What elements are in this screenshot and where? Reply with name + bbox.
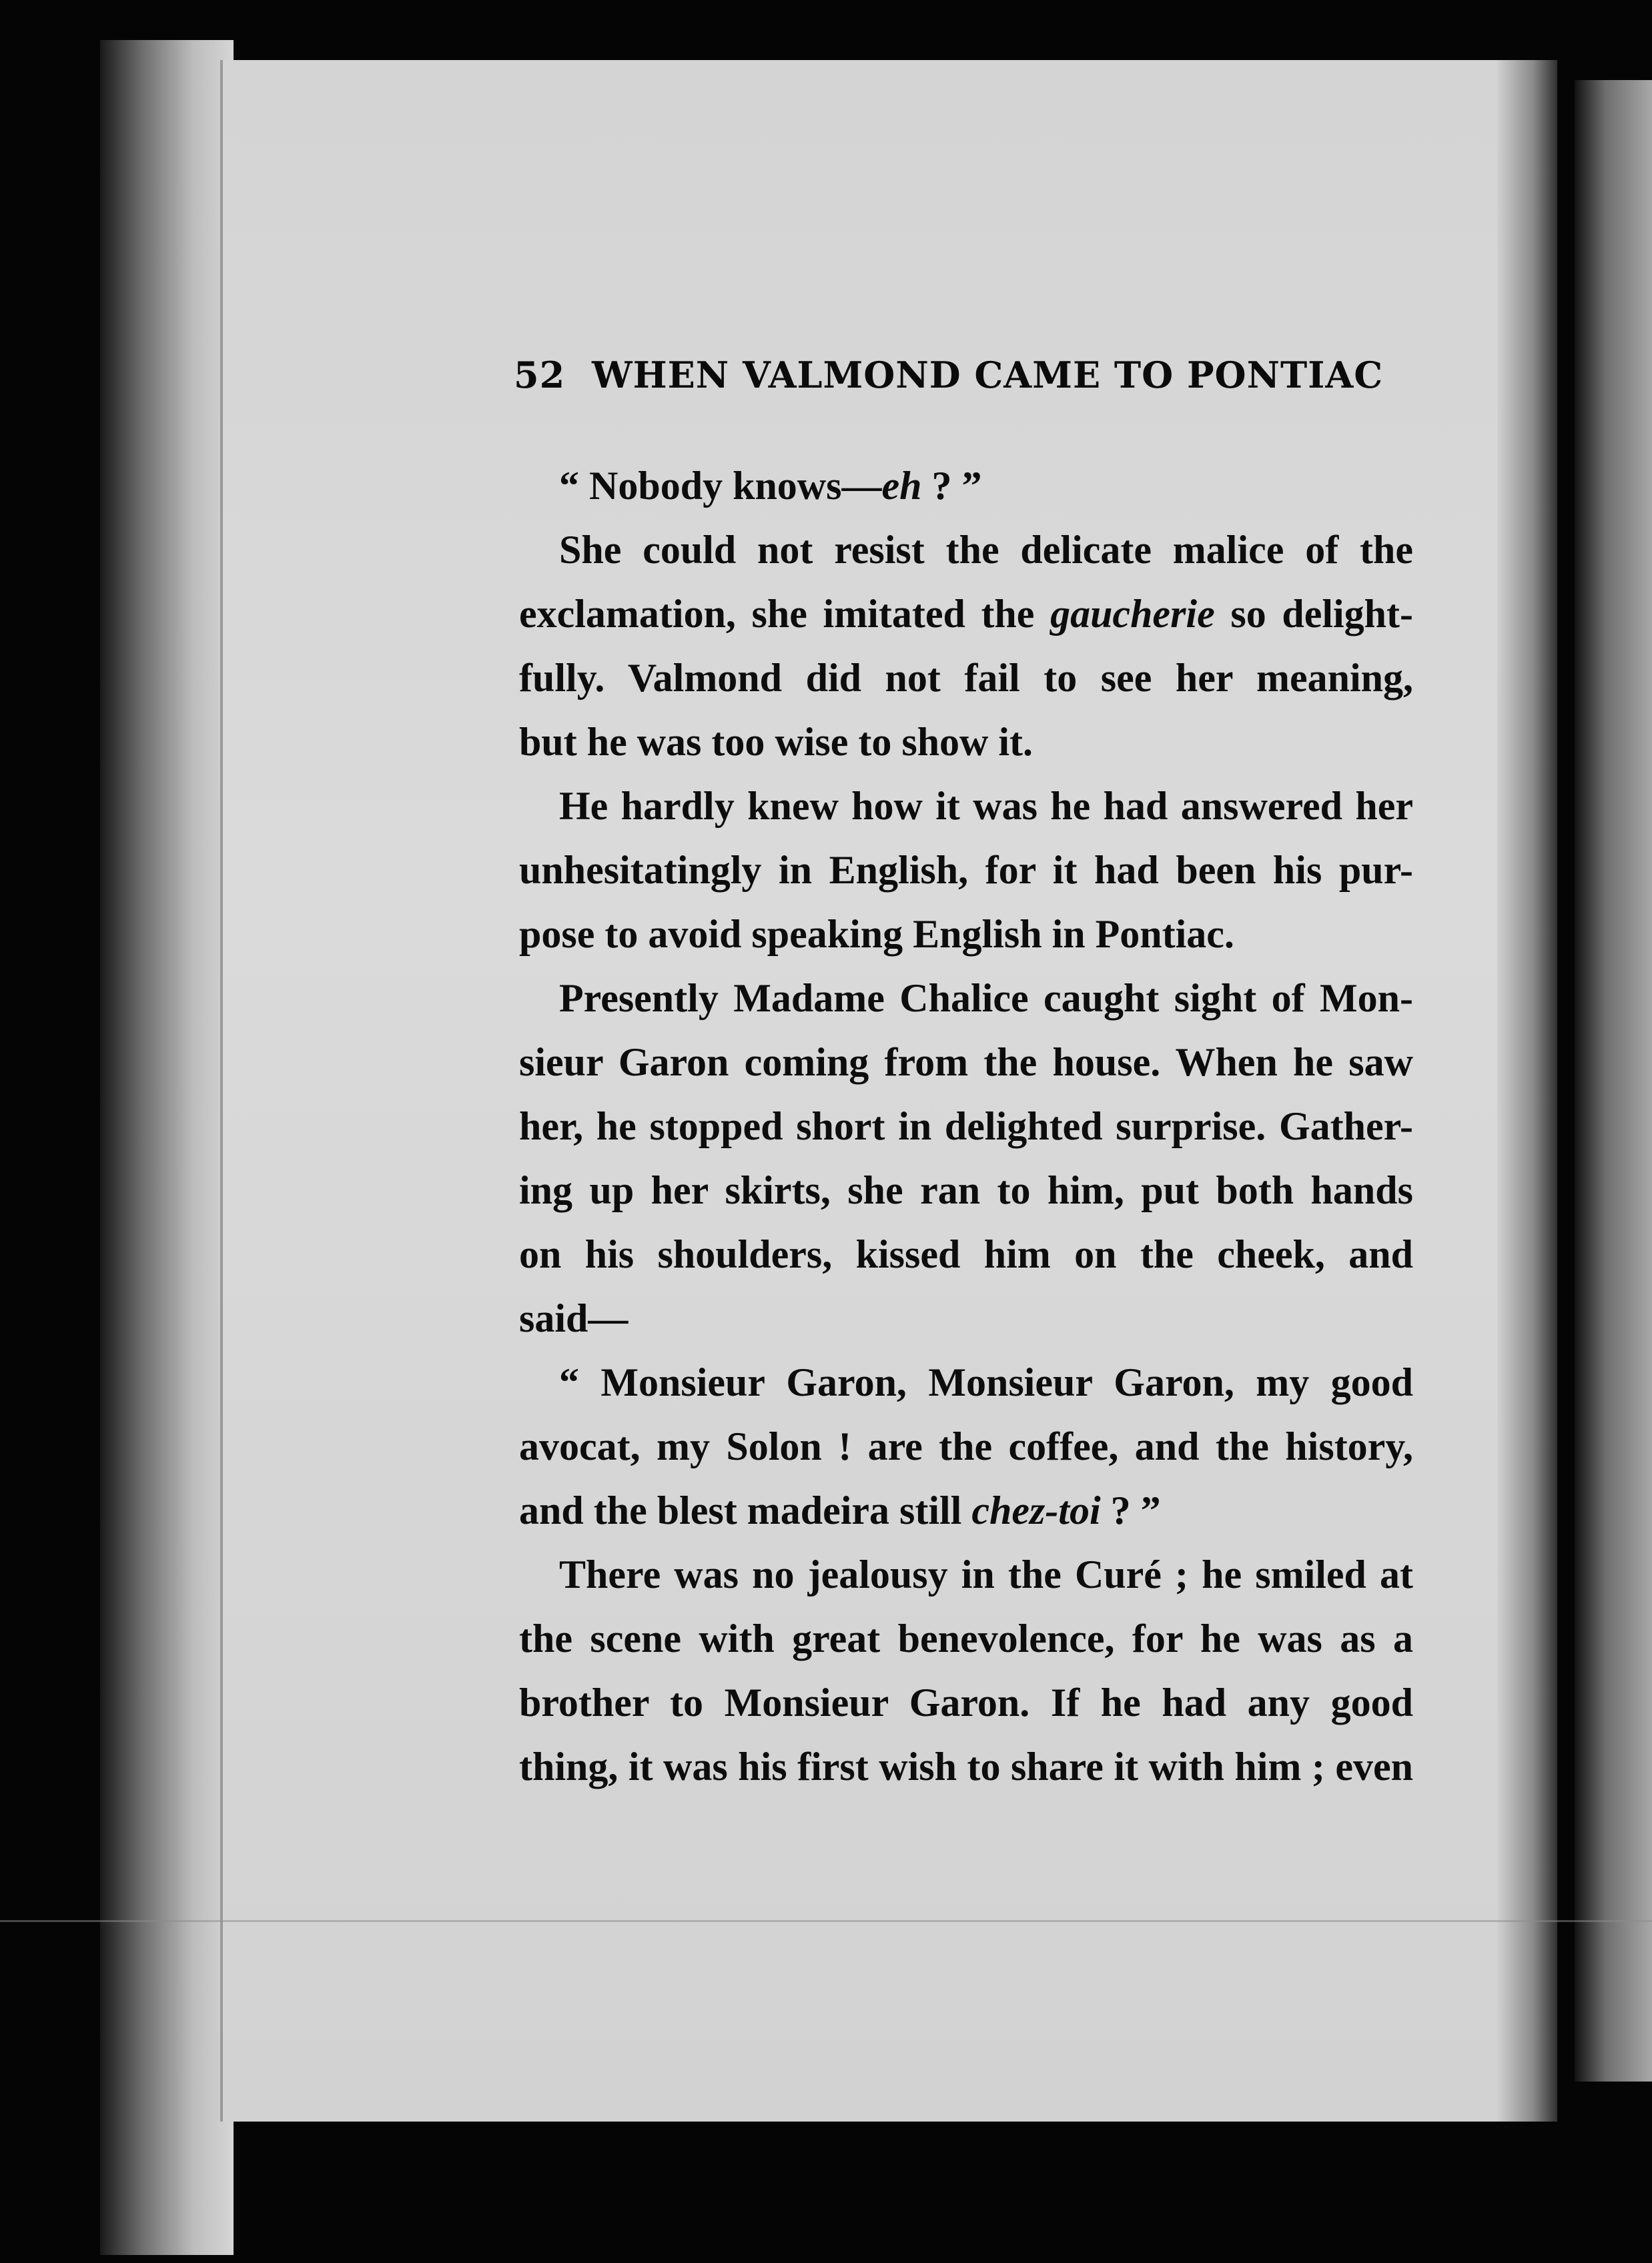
running-header <box>514 354 1408 396</box>
text-line: He hardly knew how it was he had answered her <box>559 784 1413 828</box>
text-line: the scene with great benevolence, for he was as a <box>519 1617 1413 1661</box>
text-line: on his shoulders, kissed him on the cheek, and <box>519 1232 1413 1276</box>
text-line: pose to avoid speaking English in Pontiac. <box>519 912 1234 956</box>
text-line: sieur Garon coming from the house. When he saw <box>519 1040 1413 1084</box>
text-line: Presently Madame Chalice caught sight of Mon- <box>559 976 1413 1020</box>
scan-artifact-line <box>0 1920 1652 1922</box>
page-gutter-shadow <box>1497 60 1557 2122</box>
text-line: and the blest madeira still chez-toi ? ” <box>519 1488 1161 1532</box>
text-line: unhesitatingly in English, for it had been his pur- <box>519 848 1413 892</box>
book-title: WHEN VALMOND CAME TO PONTIAC <box>591 354 1384 396</box>
text-line: said— <box>519 1296 629 1340</box>
page-number: 52 <box>514 354 566 396</box>
text-line: thing, it was his first wish to share it with him ; even <box>519 1745 1413 1789</box>
text-line: exclamation, she imitated the gaucherie so delight- <box>519 592 1413 636</box>
text-line: avocat, my Solon ! are the coffee, and the history, <box>519 1424 1413 1468</box>
text-line: her, he stopped short in delighted surprise. Gather- <box>519 1104 1413 1148</box>
text-line: “ Nobody knows—eh ? ” <box>559 464 982 508</box>
text-line: She could not resist the delicate malice of the <box>559 528 1413 572</box>
text-line: “ Monsieur Garon, Monsieur Garon, my good <box>559 1360 1413 1404</box>
text-line: brother to Monsieur Garon. If he had any good <box>519 1681 1413 1725</box>
adjacent-page-edge <box>1575 80 1652 2082</box>
text-line: There was no jealousy in the Curé ; he smiled at <box>559 1552 1413 1597</box>
book-left-edge <box>100 40 234 2255</box>
body-text <box>519 454 1413 1799</box>
text-line: but he was too wise to show it. <box>519 720 1034 764</box>
text-line: fully. Valmond did not fail to see her meaning, <box>519 656 1413 700</box>
text-line: ing up her skirts, she ran to him, put both hands <box>519 1168 1413 1212</box>
